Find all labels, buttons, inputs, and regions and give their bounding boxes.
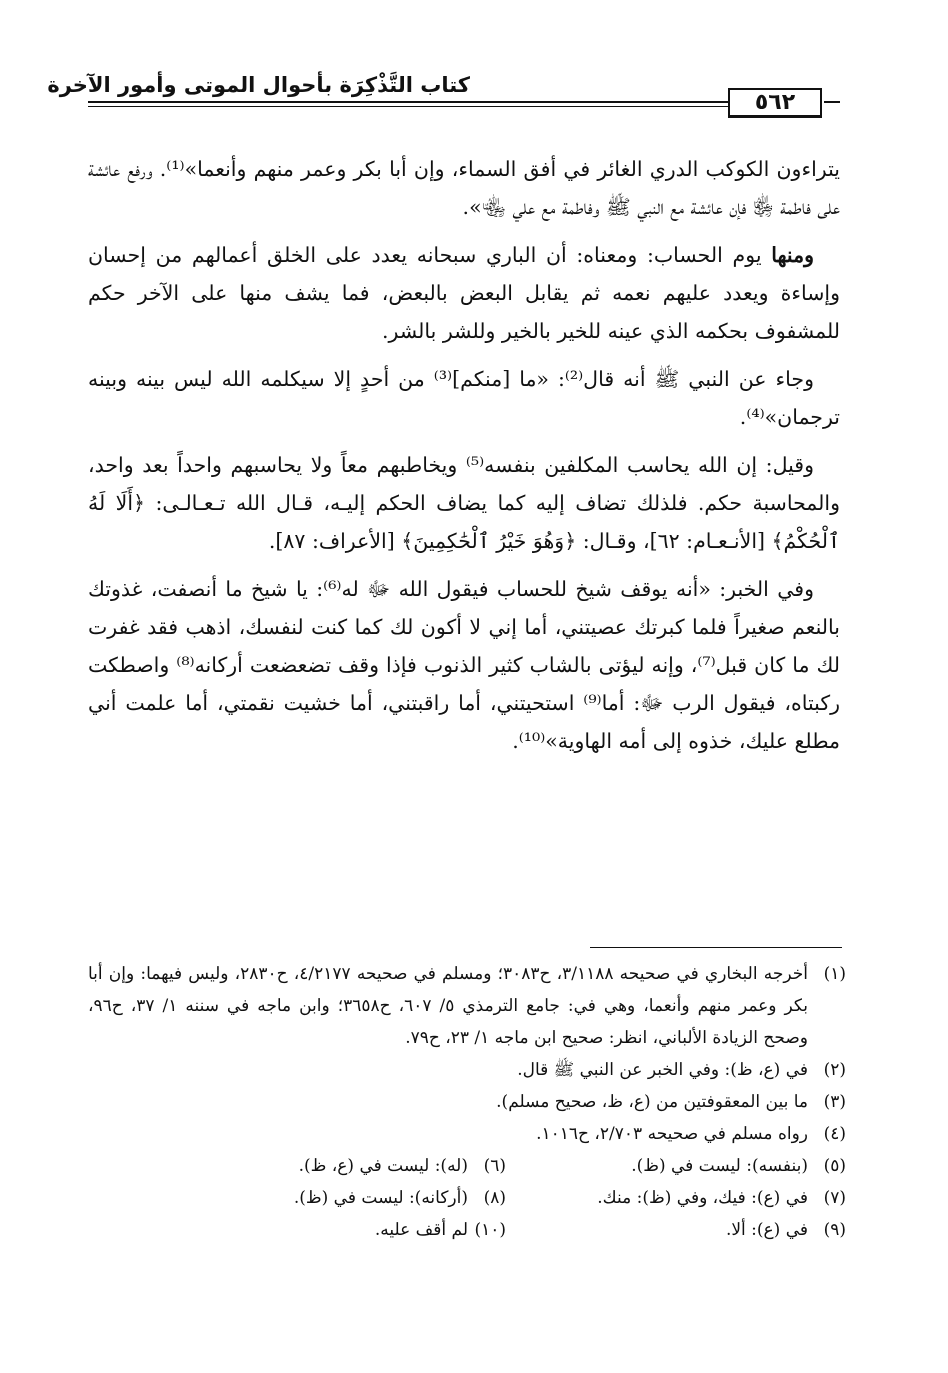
- paragraph-text: يوم الحساب: ومعناه: أن الباري سبحانه يعدد على الخلق أعمالهم من إحسان وإساءة ويعدد عليهم نعمه ثم يقابل البعض بالبعض، فما يشف منها على الآخر حكم للمشفوف بحكمه الذي عينه للخير بالخير وللشر بالشر.: [88, 243, 840, 343]
- footnote: [506, 1214, 846, 1246]
- footnote-number: (٦): [483, 1156, 506, 1176]
- footnote: [166, 1150, 506, 1182]
- footnote-text: (أركانه): ليست في (ظ).: [293, 1188, 468, 1208]
- footnote-number: (٢): [823, 1060, 846, 1080]
- footnote-number: (٨): [483, 1188, 506, 1208]
- running-header-title: كتاب التَّذْكِرَة بأحوال الموتى وأمور الآخرة: [47, 73, 470, 97]
- footnote-text: في (ع، ظ): وفي الخبر عن النبي ﷺ قال.: [517, 1060, 808, 1080]
- footnote: [88, 1118, 846, 1150]
- footnote: [166, 1182, 506, 1214]
- footnote-text: في (ع): فيك، وفي (ظ): منك.: [597, 1188, 808, 1208]
- footnotes: [88, 958, 846, 1246]
- footnote-pair-row: [88, 1182, 846, 1214]
- page-number: ٥٦٢: [728, 88, 822, 118]
- footnote-separator: [590, 947, 842, 948]
- footnote-text: لم أقف عليه.: [374, 1220, 468, 1240]
- paragraph-text: وقيل: إن الله يحاسب المكلفين بنفسه⁽⁵⁾ ويخاطبهم معاً ولا يحاسبهم واحداً بعد واحد، والمحاسبة حكم. فلذلك تضاف إليه كما يضاف الحكم إليـه، قـال الله تـعـالـى: ﴿أَلَا لَهُ ٱلْحُكْمُ﴾ [الأنـعـام: ٦٢]، وقـال: ﴿وَهُوَ خَيْرُ ٱلْحَٰكِمِينَ﴾ [الأعراف: ٨٧].: [88, 453, 840, 553]
- footnote-number: (٧): [823, 1188, 846, 1208]
- paragraph: [88, 236, 840, 350]
- footnote-number: (١٠): [474, 1220, 506, 1240]
- header-rule-thin: [88, 106, 728, 107]
- header-rule-right: [824, 101, 840, 103]
- footnote-text: (له): ليست في (ع، ظ).: [298, 1156, 468, 1176]
- footnote-text: (بنفسه): ليست في (ظ).: [631, 1156, 808, 1176]
- footnote: [88, 1086, 846, 1118]
- paragraph: [88, 360, 840, 436]
- footnote-text: ما بين المعقوفتين من (ع، ظ، صحيح مسلم).: [496, 1092, 808, 1112]
- paragraph-text: يتراءون الكوكب الدري الغائر في أفق السماء، وإن أبا بكر وعمر منهم وأنعما»⁽¹⁾. ورفع عائشة على فاطمة ﵂ فإن عائشة مع النبي ﷺ وفاطمة مع علي ﵄».: [88, 157, 840, 219]
- footnote-number: (١): [823, 964, 846, 984]
- footnote-number: (٤): [823, 1124, 846, 1144]
- footnote: [506, 1150, 846, 1182]
- paragraph: [88, 150, 840, 226]
- footnote-pair-row: [88, 1150, 846, 1182]
- paragraph-text: وفي الخبر: «أنه يوقف شيخ للحساب فيقول الله ﷻ له⁽⁶⁾: يا شيخ ما أنصفت، غذوتك بالنعم صغيراً فلما كبرتك عصيتني، أما إني لا أكون لك كما كنت لنفسك، اذهب فقد غفرت لك ما كان قبل⁽⁷⁾، وإنه ليؤتى بالشاب كثير الذنوب فإذا وقف تضعضعت أركانه⁽⁸⁾ واصطكت ركبتاه، فيقول الرب ﷻ: أما⁽⁹⁾ استحيتني، أما راقبتني، أما خشيت نقمتي، أما علمت أني مطلع عليك، خذوه إلى أمه الهاوية»⁽¹⁰⁾.: [88, 577, 840, 753]
- footnote: [88, 1054, 846, 1086]
- footnote-number: (٩): [823, 1220, 846, 1240]
- footnote-number: (٣): [823, 1092, 846, 1112]
- footnote: [166, 1214, 506, 1246]
- header-rule: [88, 101, 728, 103]
- footnote: [88, 958, 846, 1054]
- footnote-number: (٥): [823, 1156, 846, 1176]
- paragraph: [88, 446, 840, 560]
- footnote-text: أخرجه البخاري في صحيحه ٣/١١٨٨، ح٣٠٨٣؛ ومسلم في صحيحه ٤/٢١٧٧، ح٢٨٣٠، وليس فيهما: وإن أبا بكر وعمر منهم وأنعما، وهي في: جامع الترمذي ٥/ ٦٠٧، ح٣٦٥٨؛ وابن ماجه في سننه ١/ ٣٧، ح٩٦، وصحح الزيادة الألباني، انظر: صحيح ابن ماجه ١/ ٢٣، ح٧٩.: [88, 964, 808, 1048]
- footnote-text: رواه مسلم في صحيحه ٢/٧٠٣، ح١٠١٦.: [536, 1124, 808, 1144]
- paragraph: [88, 570, 840, 760]
- paragraph-lead: ومنها: [771, 243, 814, 267]
- body-text: [88, 150, 840, 770]
- footnote-text: في (ع): ألا.: [725, 1220, 808, 1240]
- footnote-pair-row: [88, 1214, 846, 1246]
- footnote: [506, 1182, 846, 1214]
- paragraph-text: وجاء عن النبي ﷺ أنه قال⁽²⁾: «ما [منكم]⁽³⁾ من أحدٍ إلا سيكلمه الله ليس بينه وبينه ترجمان»⁽⁴⁾.: [88, 367, 840, 429]
